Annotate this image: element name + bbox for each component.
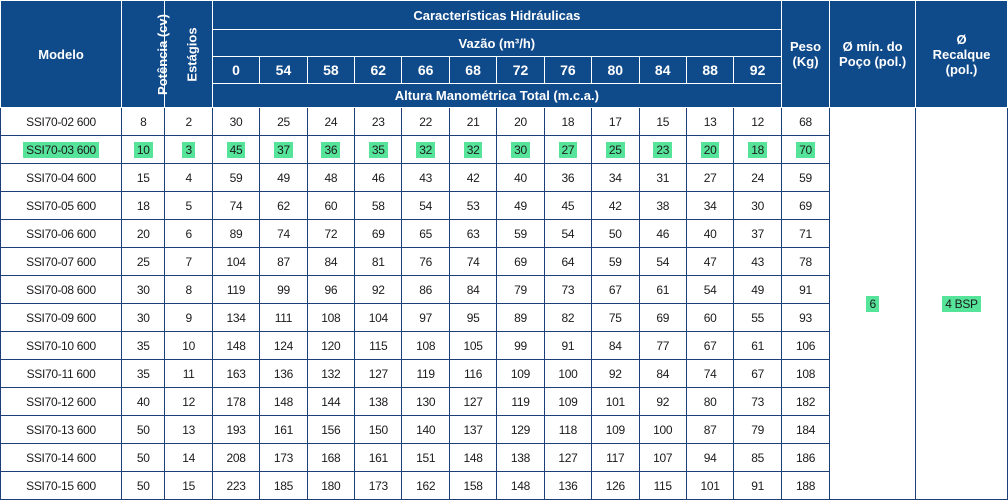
- head-cell: 127: [449, 388, 496, 416]
- head-cell: 65: [402, 220, 449, 248]
- table-row: [1, 108, 1008, 136]
- weight-cell: 91: [781, 276, 829, 304]
- head-cell: [449, 136, 496, 164]
- head-cell: 54: [686, 276, 733, 304]
- head-cell: 168: [307, 444, 354, 472]
- head-cell: 148: [212, 332, 259, 360]
- head-cell: 30: [734, 192, 782, 220]
- head-cell: 94: [686, 444, 733, 472]
- head-cell: 161: [260, 416, 307, 444]
- stages-cell: 9: [165, 304, 212, 332]
- weight-cell: 108: [781, 360, 829, 388]
- weight-cell: 71: [781, 220, 829, 248]
- head-cell: 150: [355, 416, 402, 444]
- head-cell: 89: [497, 304, 544, 332]
- head-cell: 24: [734, 164, 782, 192]
- model-cell: [1, 136, 122, 164]
- head-cell: 27: [686, 164, 733, 192]
- model-cell: SSI70-10 600: [1, 332, 122, 360]
- head-cell: 84: [592, 332, 639, 360]
- head-cell: 91: [734, 472, 782, 500]
- stages-cell: 10: [165, 332, 212, 360]
- stages-cell: 11: [165, 360, 212, 388]
- head-cell: 91: [544, 332, 591, 360]
- model-cell: SSI70-15 600: [1, 472, 122, 500]
- head-cell: 163: [212, 360, 259, 388]
- head-cell: 73: [734, 388, 782, 416]
- head-cell: 82: [544, 304, 591, 332]
- head-cell: 48: [307, 164, 354, 192]
- stages-cell: 8: [165, 276, 212, 304]
- head-cell: 173: [355, 472, 402, 500]
- head-cell: 74: [212, 192, 259, 220]
- head-cell: 120: [307, 332, 354, 360]
- head-cell: 92: [592, 360, 639, 388]
- head-cell: 130: [402, 388, 449, 416]
- header-discharge: Ø Recalque (pol.): [916, 1, 1008, 108]
- head-cell: 185: [260, 472, 307, 500]
- head-cell: 87: [260, 248, 307, 276]
- head-cell: 84: [449, 276, 496, 304]
- weight-cell-highlight: 70: [796, 142, 815, 158]
- power-cell: 35: [122, 332, 165, 360]
- head-cell: 137: [449, 416, 496, 444]
- head-cell: 99: [260, 276, 307, 304]
- head-cell: [497, 136, 544, 164]
- head-cell: 104: [212, 248, 259, 276]
- head-cell: 134: [212, 304, 259, 332]
- header-weight: Peso (Kg): [781, 1, 829, 108]
- head-cell: 86: [402, 276, 449, 304]
- head-cell: 77: [639, 332, 686, 360]
- head-cell-highlight: 45: [227, 142, 246, 158]
- flow-value-header: 54: [260, 57, 307, 84]
- head-cell: 73: [544, 276, 591, 304]
- head-cell: 42: [449, 164, 496, 192]
- head-cell-highlight: 25: [606, 142, 625, 158]
- model-cell: SSI70-08 600: [1, 276, 122, 304]
- model-cell: SSI70-02 600: [1, 108, 122, 136]
- model-cell: SSI70-04 600: [1, 164, 122, 192]
- model-cell: SSI70-13 600: [1, 416, 122, 444]
- head-cell: 45: [544, 192, 591, 220]
- weight-cell: 68: [781, 108, 829, 136]
- flow-value-header: 84: [639, 57, 686, 84]
- flow-value-header: 92: [734, 57, 782, 84]
- head-cell: 18: [544, 108, 591, 136]
- table-body: [1, 108, 1008, 500]
- head-cell: 116: [449, 360, 496, 388]
- header-flow: Vazão (m³/h): [212, 30, 781, 57]
- head-cell: 62: [260, 192, 307, 220]
- head-cell: 84: [307, 248, 354, 276]
- head-cell: 40: [497, 164, 544, 192]
- head-cell: 49: [497, 192, 544, 220]
- head-cell-highlight: 36: [321, 142, 340, 158]
- head-cell: 58: [355, 192, 402, 220]
- head-cell: 151: [402, 444, 449, 472]
- head-cell: 100: [544, 360, 591, 388]
- head-cell: 74: [260, 220, 307, 248]
- discharge-cell-highlight: 4 BSP: [942, 296, 981, 312]
- weight-cell: 93: [781, 304, 829, 332]
- head-cell: 158: [449, 472, 496, 500]
- head-cell: 148: [497, 472, 544, 500]
- power-cell: 50: [122, 444, 165, 472]
- head-cell: 85: [734, 444, 782, 472]
- stages-cell-highlight: 3: [182, 142, 194, 158]
- head-cell: 107: [639, 444, 686, 472]
- model-cell: SSI70-09 600: [1, 304, 122, 332]
- power-cell: 50: [122, 416, 165, 444]
- head-cell: 43: [734, 248, 782, 276]
- stages-cell: 2: [165, 108, 212, 136]
- head-cell: 69: [497, 248, 544, 276]
- stages-cell: 13: [165, 416, 212, 444]
- table-header: [1, 1, 1008, 108]
- head-cell: 25: [260, 108, 307, 136]
- head-cell: 75: [592, 304, 639, 332]
- head-cell: 109: [544, 388, 591, 416]
- head-cell: 69: [639, 304, 686, 332]
- head-cell: 124: [260, 332, 307, 360]
- head-cell: 60: [686, 304, 733, 332]
- head-cell: 104: [355, 304, 402, 332]
- head-cell-highlight: 20: [701, 142, 720, 158]
- head-cell: 40: [686, 220, 733, 248]
- head-cell: 84: [639, 360, 686, 388]
- head-cell: 50: [592, 220, 639, 248]
- head-cell: [544, 136, 591, 164]
- head-cell: 43: [402, 164, 449, 192]
- head-cell: 30: [212, 108, 259, 136]
- head-cell: 46: [639, 220, 686, 248]
- stages-cell: 6: [165, 220, 212, 248]
- flow-value-header: 0: [212, 57, 259, 84]
- power-cell: 30: [122, 304, 165, 332]
- head-cell: [355, 136, 402, 164]
- head-cell: [307, 136, 354, 164]
- head-cell: [686, 136, 733, 164]
- head-cell: 180: [307, 472, 354, 500]
- weight-cell: 59: [781, 164, 829, 192]
- head-cell: 54: [402, 192, 449, 220]
- head-cell: 108: [307, 304, 354, 332]
- flow-value-header: 76: [544, 57, 591, 84]
- header-power: Potência (cv): [122, 1, 165, 108]
- head-cell: 79: [497, 276, 544, 304]
- head-cell-highlight: 32: [416, 142, 435, 158]
- power-cell: 50: [122, 472, 165, 500]
- head-cell: 109: [592, 416, 639, 444]
- head-cell: 80: [686, 388, 733, 416]
- head-cell: 101: [592, 388, 639, 416]
- head-cell: 109: [497, 360, 544, 388]
- weight-cell: 188: [781, 472, 829, 500]
- head-cell: 61: [639, 276, 686, 304]
- head-cell: 49: [734, 276, 782, 304]
- head-cell: 12: [734, 108, 782, 136]
- model-cell: SSI70-05 600: [1, 192, 122, 220]
- head-cell: 111: [260, 304, 307, 332]
- well-min-cell-highlight: 6: [866, 296, 878, 312]
- flow-value-header: 62: [355, 57, 402, 84]
- flow-value-header: 66: [402, 57, 449, 84]
- head-cell: 105: [449, 332, 496, 360]
- head-cell: 53: [449, 192, 496, 220]
- head-cell: 144: [307, 388, 354, 416]
- head-cell: 96: [307, 276, 354, 304]
- head-cell: 127: [544, 444, 591, 472]
- head-cell: 60: [307, 192, 354, 220]
- head-cell-highlight: 18: [748, 142, 767, 158]
- head-cell: [734, 136, 782, 164]
- head-cell: 178: [212, 388, 259, 416]
- head-cell: 49: [260, 164, 307, 192]
- head-cell: 138: [355, 388, 402, 416]
- power-cell: 40: [122, 388, 165, 416]
- head-cell: 59: [592, 248, 639, 276]
- head-cell-highlight: 35: [369, 142, 388, 158]
- power-cell: 25: [122, 248, 165, 276]
- head-cell: 17: [592, 108, 639, 136]
- head-cell: 115: [355, 332, 402, 360]
- stages-cell: 7: [165, 248, 212, 276]
- head-cell: 97: [402, 304, 449, 332]
- flow-value-header: 68: [449, 57, 496, 84]
- head-cell: 47: [686, 248, 733, 276]
- head-cell: 127: [355, 360, 402, 388]
- head-cell: 59: [497, 220, 544, 248]
- head-cell-highlight: 32: [464, 142, 483, 158]
- head-cell: 129: [497, 416, 544, 444]
- head-cell: 54: [544, 220, 591, 248]
- head-cell: 64: [544, 248, 591, 276]
- head-cell: 208: [212, 444, 259, 472]
- head-cell: 36: [544, 164, 591, 192]
- weight-cell: 78: [781, 248, 829, 276]
- head-cell: 223: [212, 472, 259, 500]
- head-cell: 34: [592, 164, 639, 192]
- head-cell: 54: [639, 248, 686, 276]
- head-cell: 24: [307, 108, 354, 136]
- head-cell: 20: [497, 108, 544, 136]
- discharge-cell: [916, 108, 1008, 500]
- head-cell-highlight: 27: [559, 142, 578, 158]
- power-cell: 18: [122, 192, 165, 220]
- model-cell: SSI70-11 600: [1, 360, 122, 388]
- weight-cell: 182: [781, 388, 829, 416]
- power-cell: 8: [122, 108, 165, 136]
- header-hydraulic: Características Hidráulicas: [212, 1, 781, 30]
- head-cell: 117: [592, 444, 639, 472]
- head-cell: 108: [402, 332, 449, 360]
- power-cell: 30: [122, 276, 165, 304]
- model-cell-highlight: SSI70-03 600: [23, 142, 99, 158]
- header-well-min: Ø mín. do Poço (pol.): [830, 1, 916, 108]
- head-cell: 148: [260, 388, 307, 416]
- stages-cell: 15: [165, 472, 212, 500]
- header-model: Modelo: [1, 1, 122, 108]
- head-cell: 67: [592, 276, 639, 304]
- head-cell: 119: [497, 388, 544, 416]
- head-cell: 132: [307, 360, 354, 388]
- head-cell: 89: [212, 220, 259, 248]
- head-cell: 193: [212, 416, 259, 444]
- weight-cell: 106: [781, 332, 829, 360]
- head-cell: 59: [212, 164, 259, 192]
- head-cell: 74: [449, 248, 496, 276]
- head-cell: 140: [402, 416, 449, 444]
- power-cell: 15: [122, 164, 165, 192]
- header-head: Altura Manométrica Total (m.c.a.): [212, 84, 781, 108]
- head-cell: 63: [449, 220, 496, 248]
- head-cell: 13: [686, 108, 733, 136]
- head-cell: 100: [639, 416, 686, 444]
- head-cell: 101: [686, 472, 733, 500]
- head-cell: 69: [355, 220, 402, 248]
- head-cell: 55: [734, 304, 782, 332]
- head-cell: 38: [639, 192, 686, 220]
- head-cell: 118: [544, 416, 591, 444]
- head-cell: 81: [355, 248, 402, 276]
- head-cell: 79: [734, 416, 782, 444]
- stages-cell: 14: [165, 444, 212, 472]
- head-cell: 119: [212, 276, 259, 304]
- head-cell: 99: [497, 332, 544, 360]
- flow-value-header: 72: [497, 57, 544, 84]
- head-cell: [402, 136, 449, 164]
- head-cell: 37: [734, 220, 782, 248]
- head-cell-highlight: 30: [511, 142, 530, 158]
- power-cell: 20: [122, 220, 165, 248]
- head-cell: 22: [402, 108, 449, 136]
- head-cell: 46: [355, 164, 402, 192]
- power-cell-highlight: 10: [134, 142, 153, 158]
- head-cell: 76: [402, 248, 449, 276]
- head-cell: 61: [734, 332, 782, 360]
- weight-cell: 69: [781, 192, 829, 220]
- head-cell: 119: [402, 360, 449, 388]
- head-cell: [212, 136, 259, 164]
- head-cell: 72: [307, 220, 354, 248]
- model-cell: SSI70-12 600: [1, 388, 122, 416]
- model-cell: SSI70-14 600: [1, 444, 122, 472]
- weight-cell: [781, 136, 829, 164]
- head-cell: 161: [355, 444, 402, 472]
- model-cell: SSI70-06 600: [1, 220, 122, 248]
- head-cell: 23: [355, 108, 402, 136]
- head-cell: 67: [734, 360, 782, 388]
- head-cell: 162: [402, 472, 449, 500]
- head-cell: 74: [686, 360, 733, 388]
- stages-cell: [165, 136, 212, 164]
- head-cell: 136: [544, 472, 591, 500]
- stages-cell: 4: [165, 164, 212, 192]
- head-cell: 31: [639, 164, 686, 192]
- head-cell: 21: [449, 108, 496, 136]
- head-cell: 138: [497, 444, 544, 472]
- head-cell: 92: [355, 276, 402, 304]
- power-cell: [122, 136, 165, 164]
- head-cell: [260, 136, 307, 164]
- head-cell: 87: [686, 416, 733, 444]
- head-cell: 34: [686, 192, 733, 220]
- header-stages: Estágios: [165, 1, 212, 108]
- head-cell-highlight: 23: [653, 142, 672, 158]
- flow-value-header: 88: [686, 57, 733, 84]
- stages-cell: 5: [165, 192, 212, 220]
- power-cell: 35: [122, 360, 165, 388]
- head-cell: 95: [449, 304, 496, 332]
- head-cell: 15: [639, 108, 686, 136]
- head-cell: [639, 136, 686, 164]
- head-cell: 156: [307, 416, 354, 444]
- weight-cell: 184: [781, 416, 829, 444]
- flow-value-header: 58: [307, 57, 354, 84]
- head-cell: 136: [260, 360, 307, 388]
- head-cell: [592, 136, 639, 164]
- flow-value-header: 80: [592, 57, 639, 84]
- head-cell: 67: [686, 332, 733, 360]
- head-cell: 92: [639, 388, 686, 416]
- head-cell: 126: [592, 472, 639, 500]
- head-cell-highlight: 37: [274, 142, 293, 158]
- head-cell: 42: [592, 192, 639, 220]
- weight-cell: 186: [781, 444, 829, 472]
- well-min-cell: [830, 108, 916, 500]
- model-cell: SSI70-07 600: [1, 248, 122, 276]
- stages-cell: 12: [165, 388, 212, 416]
- head-cell: 173: [260, 444, 307, 472]
- head-cell: 148: [449, 444, 496, 472]
- head-cell: 115: [639, 472, 686, 500]
